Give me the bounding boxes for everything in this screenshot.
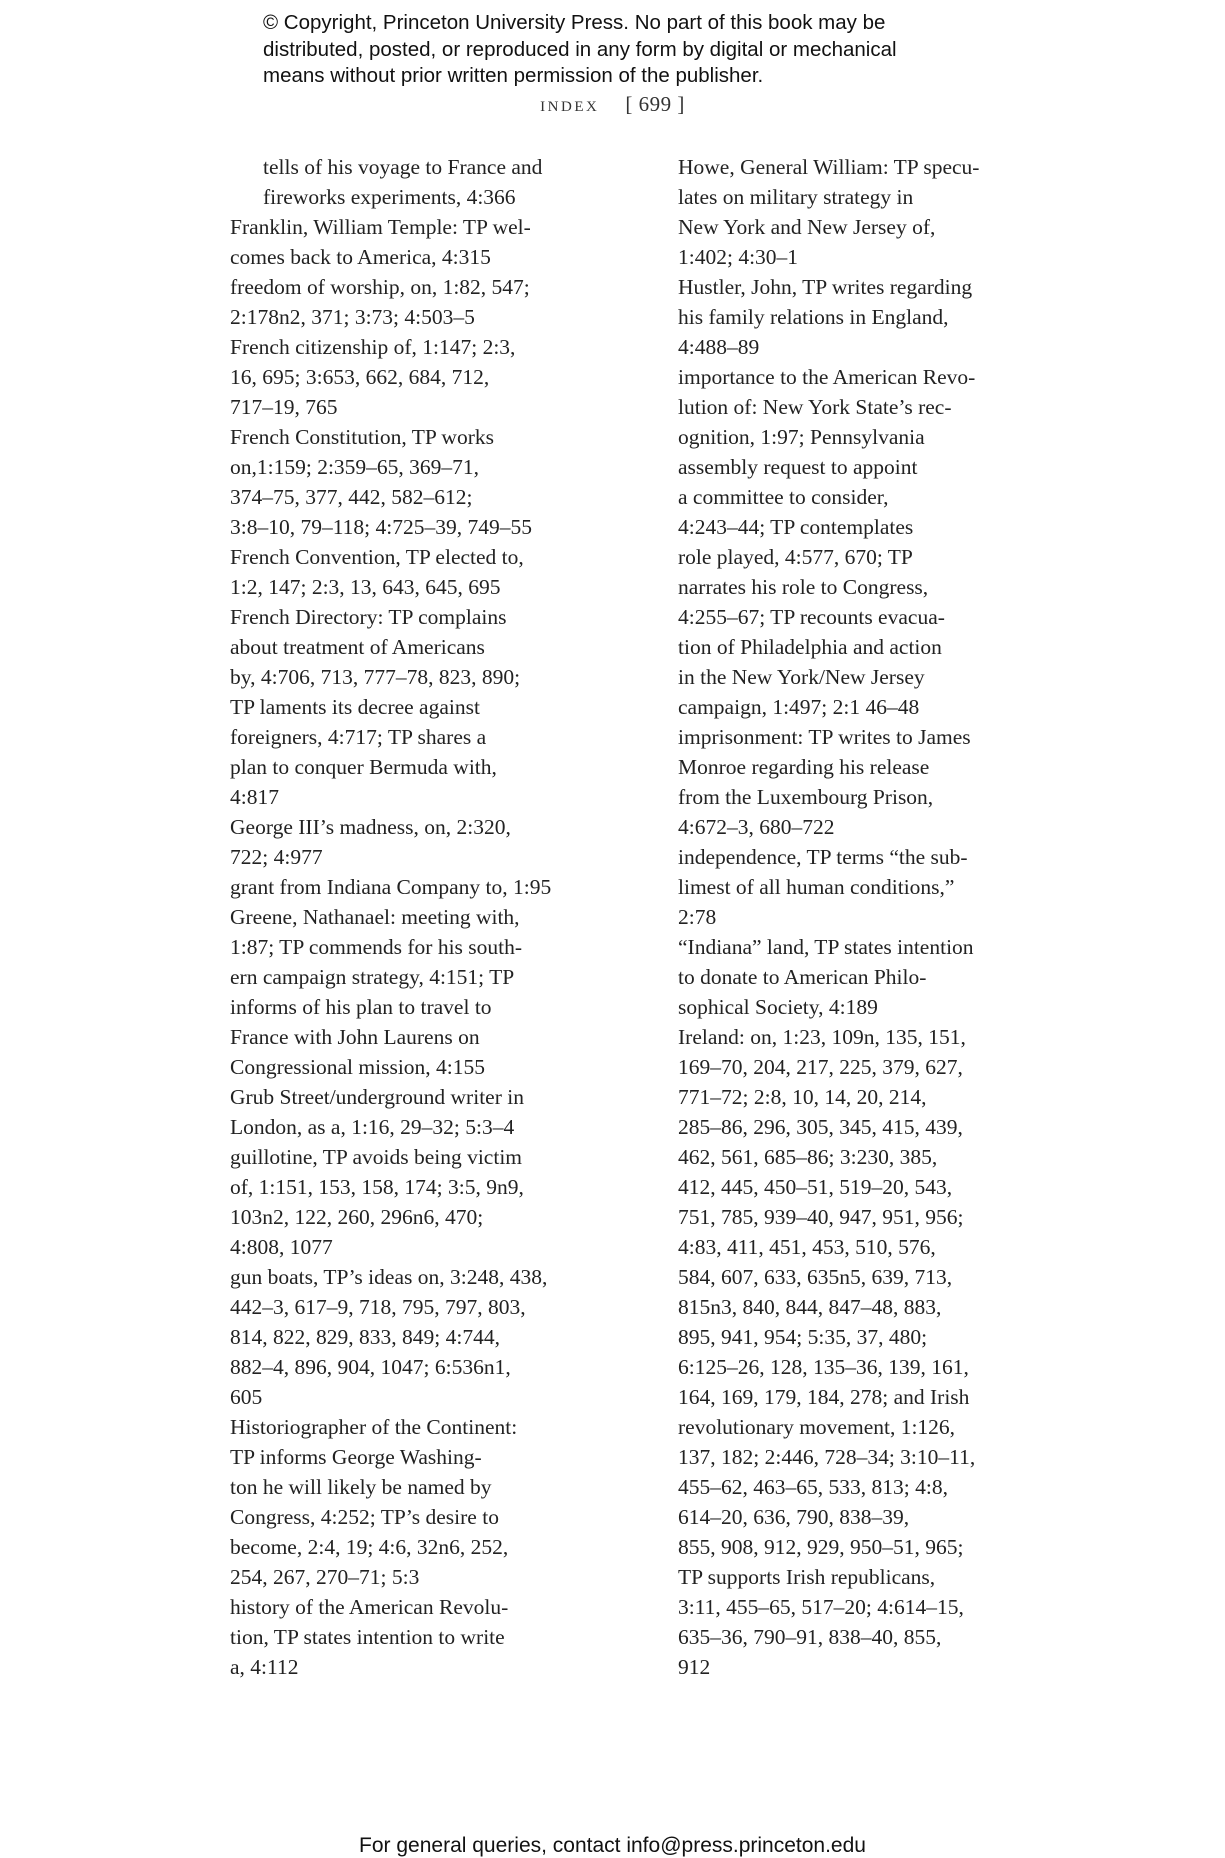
index-entry-line: TP supports Irish republicans,: [678, 1565, 936, 1589]
index-entry-line: Congressional mission, 4:155: [230, 1055, 486, 1079]
index-entry-line: to donate to American Philo-: [678, 965, 927, 989]
running-head: [0, 92, 1225, 117]
index-entry-line: 717–19, 765: [230, 395, 338, 419]
index-entry-line: Historiographer of the Continent:: [230, 1415, 518, 1439]
index-entry-line: 16, 695; 3:653, 662, 684, 712,: [230, 365, 490, 389]
index-entry-line: 3:8–10, 79–118; 4:725–39, 749–55: [230, 515, 532, 539]
index-entry-line: lates on military strategy in: [678, 185, 914, 209]
index-entry-line: French Directory: TP complains: [230, 605, 507, 629]
index-entry-line: 442–3, 617–9, 718, 795, 797, 803,: [230, 1295, 526, 1319]
index-entry-line: 103n2, 122, 260, 296n6, 470;: [230, 1205, 484, 1229]
index-entry-line: George III’s madness, on, 2:320,: [230, 815, 511, 839]
index-entry-line: informs of his plan to travel to: [230, 995, 492, 1019]
index-entry: [678, 932, 1028, 1022]
copyright-line: means without prior written permission of the publisher.: [263, 64, 764, 87]
index-entry-line: guillotine, TP avoids being victim: [230, 1145, 523, 1169]
index-entry-line: Congress, 4:252; TP’s desire to: [230, 1505, 499, 1529]
index-entry-line: 751, 785, 939–40, 947, 951, 956;: [678, 1205, 964, 1229]
index-entry-line: sophical Society, 4:189: [678, 995, 878, 1019]
index-entry-line: Greene, Nathanael: meeting with,: [230, 905, 520, 929]
index-entry-line: narrates his role to Congress,: [678, 575, 929, 599]
index-entry-line: 254, 267, 270–71; 5:3: [230, 1565, 420, 1589]
index-entry-line: role played, 4:577, 670; TP: [678, 545, 913, 569]
index-entry-line: revolutionary movement, 1:126,: [678, 1415, 956, 1439]
index-entry: [678, 722, 1028, 842]
index-entry-line: 882–4, 896, 904, 1047; 6:536n1,: [230, 1355, 511, 1379]
index-entry-line: history of the American Revolu-: [230, 1595, 509, 1619]
index-entry: [230, 152, 580, 212]
index-entry-line: 771–72; 2:8, 10, 14, 20, 214,: [678, 1085, 927, 1109]
index-column-left: [230, 152, 580, 1682]
index-entry-line: 4:817: [230, 785, 279, 809]
index-entry-line: imprisonment: TP writes to James: [678, 725, 971, 749]
index-entry-line: 4:255–67; TP recounts evacua-: [678, 605, 945, 629]
index-entry: [230, 212, 580, 272]
index-entry-line: 4:488–89: [678, 335, 760, 359]
copyright-notice: [263, 10, 1023, 90]
index-entry-line: ognition, 1:97; Pennsylvania: [678, 425, 925, 449]
index-entry: [230, 1262, 580, 1412]
index-entry: [230, 1142, 580, 1262]
index-entry-line: TP laments its decree against: [230, 695, 480, 719]
index-entry-line: become, 2:4, 19; 4:6, 32n6, 252,: [230, 1535, 509, 1559]
index-entry: [230, 902, 580, 1082]
index-entry-line: 584, 607, 633, 635n5, 639, 713,: [678, 1265, 953, 1289]
index-entry: [230, 872, 580, 902]
index-entry-line: Franklin, William Temple: TP wel-: [230, 215, 531, 239]
index-entry-line: 1:87; TP commends for his south-: [230, 935, 523, 959]
index-entry-line: comes back to America, 4:315: [230, 245, 491, 269]
index-entry-line: by, 4:706, 713, 777–78, 823, 890;: [230, 665, 521, 689]
index-entry-line: Howe, General William: TP specu-: [678, 155, 980, 179]
index-entry-line: freedom of worship, on, 1:82, 547;: [230, 275, 530, 299]
index-entry-line: 4:243–44; TP contemplates: [678, 515, 914, 539]
index-entry-line: a committee to consider,: [678, 485, 889, 509]
index-entry-line: 285–86, 296, 305, 345, 415, 439,: [678, 1115, 963, 1139]
index-entry-line: 169–70, 204, 217, 225, 379, 627,: [678, 1055, 963, 1079]
index-entry-line: Ireland: on, 1:23, 109n, 135, 151,: [678, 1025, 966, 1049]
index-entry-line: gun boats, TP’s ideas on, 3:248, 438,: [230, 1265, 548, 1289]
index-entry-line: campaign, 1:497; 2:1 46–48: [678, 695, 920, 719]
index-entry-line: 4:83, 411, 451, 453, 510, 576,: [678, 1235, 936, 1259]
index-entry-line: 3:11, 455–65, 517–20; 4:614–15,: [678, 1595, 964, 1619]
index-entry-line: on,1:159; 2:359–65, 369–71,: [230, 455, 480, 479]
index-entry-line: 635–36, 790–91, 838–40, 855,: [678, 1625, 942, 1649]
index-entry-line: French citizenship of, 1:147; 2:3,: [230, 335, 516, 359]
running-head-label: INDEX: [540, 99, 600, 115]
index-entry-line: 912: [678, 1655, 711, 1679]
index-entry-line: 855, 908, 912, 929, 950–51, 965;: [678, 1535, 964, 1559]
index-entry-line: 374–75, 377, 442, 582–612;: [230, 485, 473, 509]
index-entry: [230, 1082, 580, 1142]
index-entry-line: independence, TP terms “the sub-: [678, 845, 968, 869]
page-number: [ 699 ]: [625, 92, 685, 116]
index-entry: [678, 362, 1028, 722]
index-entry-line: 164, 169, 179, 184, 278; and Irish: [678, 1385, 970, 1409]
index-entry-line: limest of all human conditions,”: [678, 875, 955, 899]
index-entry-line: 2:78: [678, 905, 717, 929]
index-entry-line: 814, 822, 829, 833, 849; 4:744,: [230, 1325, 500, 1349]
index-entry-line: 455–62, 463–65, 533, 813; 4:8,: [678, 1475, 948, 1499]
index-entry: [678, 842, 1028, 932]
index-entry-line: tells of his voyage to France and: [263, 155, 543, 179]
index-entry-line: his family relations in England,: [678, 305, 949, 329]
index-entry-line: 1:2, 147; 2:3, 13, 643, 645, 695: [230, 575, 501, 599]
index-entry-line: 4:808, 1077: [230, 1235, 333, 1259]
index-entry: [230, 1592, 580, 1682]
index-entry: [230, 542, 580, 602]
index-entry-line: TP informs George Washing-: [230, 1445, 482, 1469]
index-entry: [230, 812, 580, 872]
index-entry-line: assembly request to appoint: [678, 455, 918, 479]
index-entry-line: 137, 182; 2:446, 728–34; 3:10–11,: [678, 1445, 976, 1469]
index-entry-line: “Indiana” land, TP states intention: [678, 935, 974, 959]
index-entry-line: French Constitution, TP works: [230, 425, 494, 449]
index-entry-line: 412, 445, 450–51, 519–20, 543,: [678, 1175, 953, 1199]
index-entry-line: Hustler, John, TP writes regarding: [678, 275, 973, 299]
copyright-line: distributed, posted, or reproduced in any form by digital or mechanical: [263, 37, 897, 61]
index-entry-line: plan to conquer Bermuda with,: [230, 755, 497, 779]
index-entry-line: ern campaign strategy, 4:151; TP: [230, 965, 515, 989]
index-entry-line: 4:672–3, 680–722: [678, 815, 835, 839]
index-entry-line: 605: [230, 1385, 263, 1409]
index-entry: [230, 422, 580, 542]
index-entry-line: Grub Street/underground writer in: [230, 1085, 524, 1109]
index-entry-line: importance to the American Revo-: [678, 365, 976, 389]
index-entry-line: 895, 941, 954; 5:35, 37, 480;: [678, 1325, 928, 1349]
index-entry-line: fireworks experiments, 4:366: [263, 185, 516, 209]
index-entry-line: 614–20, 636, 790, 838–39,: [678, 1505, 910, 1529]
index-column-right: [678, 152, 1028, 1682]
index-entry-line: 462, 561, 685–86; 3:230, 385,: [678, 1145, 938, 1169]
copyright-line: © Copyright, Princeton University Press. No part of this book may be: [263, 11, 886, 34]
footer-contact: For general queries, contact info@press.princeton.edu: [359, 1834, 866, 1857]
index-entry-line: tion of Philadelphia and action: [678, 635, 942, 659]
index-entry-line: France with John Laurens on: [230, 1025, 480, 1049]
index-entry-line: tion, TP states intention to write: [230, 1625, 505, 1649]
index-entry-line: grant from Indiana Company to, 1:95: [230, 875, 552, 899]
index-entry: [678, 152, 1028, 272]
index-entry: [230, 602, 580, 812]
index-entry-line: 2:178n2, 371; 3:73; 4:503–5: [230, 305, 475, 329]
index-entry-line: a, 4:112: [230, 1655, 299, 1679]
index-entry-line: 722; 4:977: [230, 845, 323, 869]
index-entry-line: ton he will likely be named by: [230, 1475, 492, 1499]
index-entry-line: about treatment of Americans: [230, 635, 485, 659]
index-entry: [230, 1412, 580, 1592]
index-entry-line: 815n3, 840, 844, 847–48, 883,: [678, 1295, 942, 1319]
index-entry-line: lution of: New York State’s rec-: [678, 395, 952, 419]
index-entry-line: 1:402; 4:30–1: [678, 245, 799, 269]
index-entry-line: foreigners, 4:717; TP shares a: [230, 725, 487, 749]
index-entry: [230, 332, 580, 422]
index-entry: [678, 1022, 1028, 1682]
index-entry: [678, 272, 1028, 362]
index-entry-line: New York and New Jersey of,: [678, 215, 936, 239]
index-entry-line: from the Luxembourg Prison,: [678, 785, 934, 809]
index-entry-line: 6:125–26, 128, 135–36, 139, 161,: [678, 1355, 969, 1379]
index-entry: [230, 272, 580, 332]
index-entry-line: in the New York/New Jersey: [678, 665, 925, 689]
index-entry-line: French Convention, TP elected to,: [230, 545, 524, 569]
index-entry-line: London, as a, 1:16, 29–32; 5:3–4: [230, 1115, 515, 1139]
index-entry-line: Monroe regarding his release: [678, 755, 930, 779]
index-entry-line: of, 1:151, 153, 158, 174; 3:5, 9n9,: [230, 1175, 524, 1199]
